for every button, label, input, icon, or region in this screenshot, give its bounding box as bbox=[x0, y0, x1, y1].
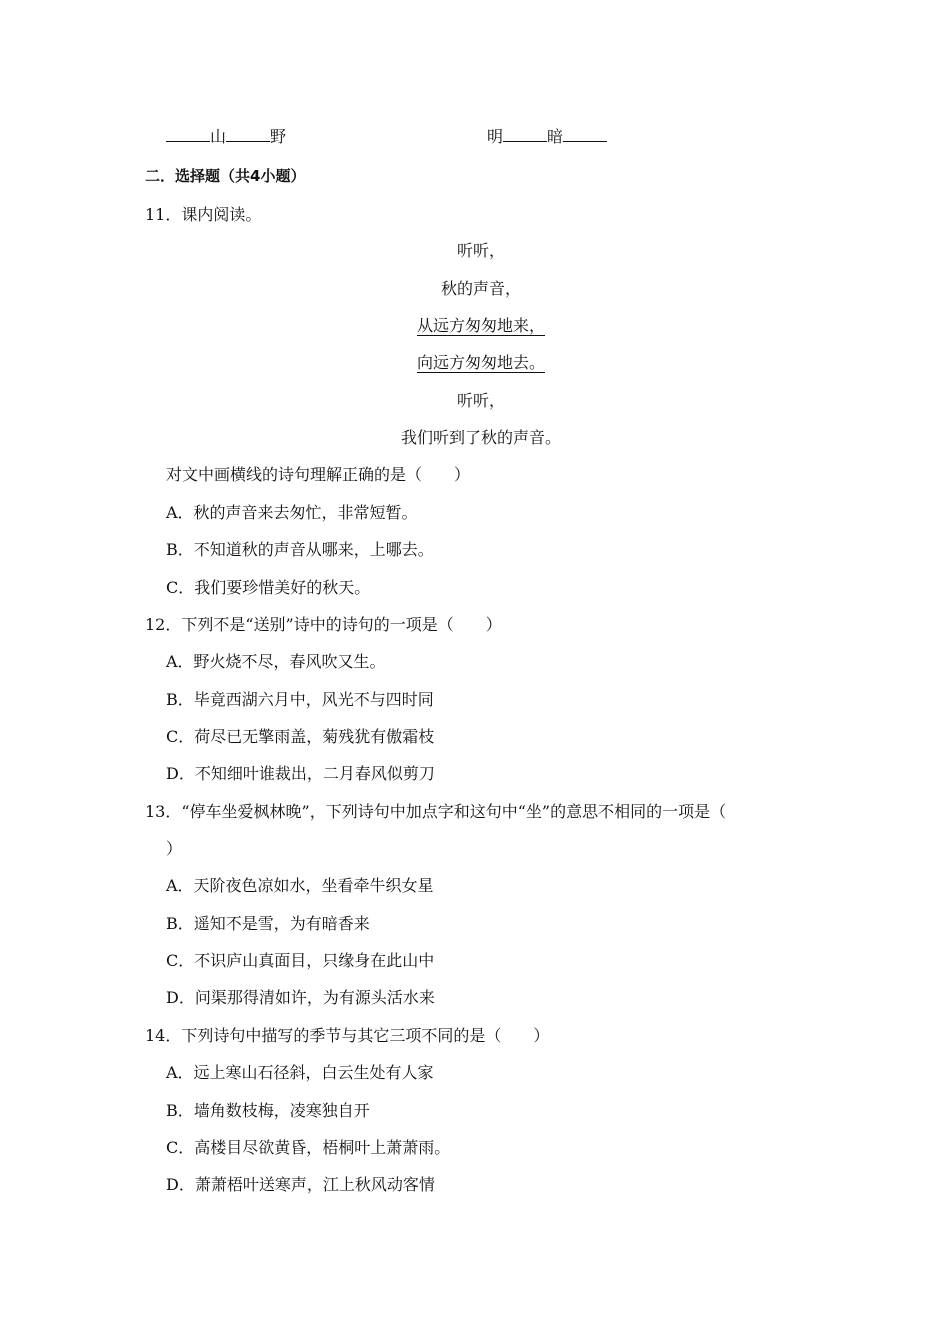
option-d[interactable]: D．萧萧梧叶送寒声，江上秋风动客情 bbox=[166, 1175, 435, 1194]
poem-line: 听听， bbox=[456, 391, 505, 410]
option-a[interactable]: A．秋的声音来去匆忙，非常短暂。 bbox=[166, 503, 418, 522]
option-a[interactable]: A．远上寒山石径斜，白云生处有人家 bbox=[166, 1063, 434, 1082]
question-stem: 14．下列诗句中描写的季节与其它三项不同的是（ ） bbox=[145, 1026, 550, 1045]
poem-line: 听听， bbox=[456, 241, 505, 260]
poem-line bbox=[0, 353, 950, 373]
question-stem: 12．下列不是“送别”诗中的诗句的一项是（ ） bbox=[145, 615, 502, 634]
poem-line: 秋的声音， bbox=[440, 279, 521, 298]
option-a[interactable]: A．野火烧不尽，春风吹又生。 bbox=[166, 652, 386, 671]
option-b[interactable]: B．毕竟西湖六月中，风光不与四时同 bbox=[166, 690, 434, 709]
blank[interactable] bbox=[503, 127, 547, 142]
option-a[interactable]: A．天阶夜色凉如水，坐看牵牛织女星 bbox=[166, 876, 434, 895]
blank-char: 明 bbox=[487, 127, 504, 146]
option-b[interactable]: B．遥知不是雪，为有暗香来 bbox=[166, 914, 370, 933]
poem-line: 我们听到了秋的声音。 bbox=[400, 428, 561, 447]
poem-line bbox=[0, 316, 950, 336]
option-c[interactable]: C．我们要珍惜美好的秋天。 bbox=[166, 578, 371, 597]
blank-char: 山 bbox=[210, 127, 227, 146]
underlined-poem-line: 向远方匆匆地去。 bbox=[416, 353, 545, 372]
blank[interactable] bbox=[226, 127, 270, 142]
option-b[interactable]: B．墙角数枝梅，凌寒独自开 bbox=[166, 1101, 370, 1120]
question-prompt: 对文中画横线的诗句理解正确的是（ ） bbox=[166, 465, 471, 484]
option-c[interactable]: C．荷尽已无擎雨盖，菊残犹有傲霜枝 bbox=[166, 727, 435, 746]
question-stem-cont: ） bbox=[166, 839, 183, 858]
question-stem: 13．“停车坐爱枫林晚”，下列诗句中加点字和这句中“坐”的意思不相同的一项是（ bbox=[145, 802, 727, 821]
option-b[interactable]: B．不知道秋的声音从哪来，上哪去。 bbox=[166, 540, 434, 559]
fill-blank-left bbox=[166, 127, 286, 147]
option-d[interactable]: D．问渠那得清如许，为有源头活水来 bbox=[166, 988, 435, 1007]
blank[interactable] bbox=[166, 127, 210, 142]
option-c[interactable]: C．高楼目尽欲黄昏，梧桐叶上萧萧雨。 bbox=[166, 1138, 451, 1157]
blank-char: 暗 bbox=[547, 127, 564, 146]
blank-char: 野 bbox=[270, 127, 287, 146]
option-d[interactable]: D．不知细叶谁裁出，二月春风似剪刀 bbox=[166, 764, 435, 783]
section-heading: 二．选择题（共4小题） bbox=[145, 167, 306, 185]
blank[interactable] bbox=[563, 127, 607, 142]
fill-blank-right bbox=[487, 127, 607, 147]
underlined-poem-line: 从远方匆匆地来， bbox=[416, 316, 545, 335]
question-stem: 11．课内阅读。 bbox=[145, 205, 262, 224]
option-c[interactable]: C．不识庐山真面目，只缘身在此山中 bbox=[166, 951, 435, 970]
